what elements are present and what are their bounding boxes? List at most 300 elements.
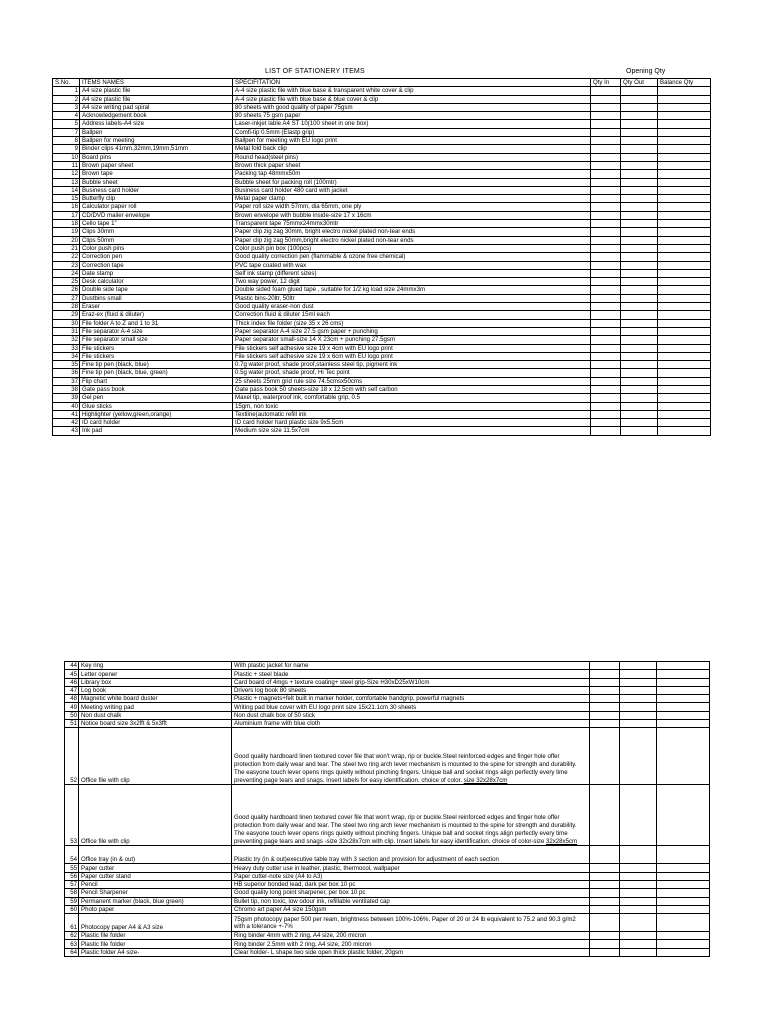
qty-out-cell xyxy=(621,369,658,377)
table-row xyxy=(53,137,711,145)
table-row xyxy=(53,253,711,261)
item-specification: ID card holder hard plastic size 9x5.5cm xyxy=(233,419,591,427)
item-specification: 0.7g water proof, shade proof,stainless steel tip, pigment ink xyxy=(233,361,591,369)
qty-in-cell xyxy=(591,344,621,352)
item-name: File separator small size xyxy=(80,336,233,344)
qty-in-cell xyxy=(591,261,621,269)
item-specification: Good quality correction pen (flammable & ozone free chemical) xyxy=(233,253,591,261)
item-number: 4 xyxy=(53,112,80,120)
table-row xyxy=(65,728,710,785)
table-row xyxy=(53,244,711,252)
table-row xyxy=(65,889,710,897)
qty-out-cell xyxy=(621,294,658,302)
header-row xyxy=(53,79,711,87)
item-specification: Self ink stamp (different sizes) xyxy=(233,269,591,277)
table-row xyxy=(53,311,711,319)
balance-qty-cell xyxy=(657,728,710,785)
qty-in-cell xyxy=(590,728,620,785)
item-name: Correction tape xyxy=(80,261,233,269)
qty-in-cell xyxy=(590,686,620,694)
item-number: 37 xyxy=(53,377,80,385)
item-name: Paper cutter xyxy=(79,864,232,872)
item-specification: HB superior bonded lead, dark per box 10 pc xyxy=(232,880,590,888)
item-number: 28 xyxy=(53,303,80,311)
item-specification: Color push pin box (100pcs) xyxy=(233,244,591,252)
item-name: Plastic folder A4 size- xyxy=(79,948,232,956)
table-row xyxy=(65,880,710,888)
item-specification: 80 sheets with good quality of paper 75gsm xyxy=(233,103,591,111)
stationery-table-page1 xyxy=(52,78,711,436)
balance-qty-cell xyxy=(658,244,711,252)
qty-in-cell xyxy=(591,385,621,393)
item-specification: Medium size size 11.5x7cm xyxy=(233,427,591,435)
table-row xyxy=(53,385,711,393)
qty-out-cell xyxy=(620,846,657,864)
item-specification: With plastic jacket for name xyxy=(232,662,590,670)
qty-out-cell xyxy=(621,427,658,435)
item-number: 64 xyxy=(65,948,79,956)
qty-in-cell xyxy=(591,286,621,294)
item-number: 41 xyxy=(53,410,80,418)
qty-in-cell xyxy=(591,369,621,377)
item-name: File separator A-4 size xyxy=(80,327,233,335)
qty-out-cell xyxy=(621,186,658,194)
table-row xyxy=(53,402,711,410)
item-specification: Transparent tape 75mmx24mmx30mtr xyxy=(233,220,591,228)
table-row xyxy=(65,905,710,913)
item-name: Pencil xyxy=(79,880,232,888)
qty-out-cell xyxy=(620,905,657,913)
qty-out-cell xyxy=(621,112,658,120)
qty-in-cell xyxy=(590,880,620,888)
table-row xyxy=(53,269,711,277)
item-name: Double side tape xyxy=(80,286,233,294)
balance-qty-cell xyxy=(658,294,711,302)
qty-out-cell xyxy=(620,897,657,905)
qty-in-cell xyxy=(590,678,620,686)
table-row xyxy=(53,112,711,120)
table-row xyxy=(53,153,711,161)
item-number: 3 xyxy=(53,103,80,111)
item-number: 56 xyxy=(65,872,79,880)
item-number: 38 xyxy=(53,385,80,393)
item-specification: Double sided foam glued tape , suitable for 1/2 kg load size 24mmx3m xyxy=(233,286,591,294)
qty-out-cell xyxy=(620,703,657,711)
balance-qty-cell xyxy=(657,905,710,913)
item-name: Butterfly clip xyxy=(80,195,233,203)
item-number: 63 xyxy=(65,940,79,948)
item-number: 27 xyxy=(53,294,80,302)
balance-qty-cell xyxy=(657,940,710,948)
item-name: Ballpen for meeting xyxy=(80,137,233,145)
item-specification: Brown envelope with bubble inside-size 17 x 16cm xyxy=(233,211,591,219)
qty-in-cell xyxy=(591,311,621,319)
qty-in-cell xyxy=(590,711,620,719)
qty-in-cell xyxy=(591,95,621,103)
item-specification: Writing pad blue cover with EU logo print size 15x21.1cm 30 sheets xyxy=(232,703,590,711)
balance-qty-cell xyxy=(658,120,711,128)
qty-in-cell xyxy=(591,186,621,194)
item-name: ID card holder xyxy=(80,419,233,427)
item-number: 30 xyxy=(53,319,80,327)
item-specification: Paper cutter-note size (A4 to A3) xyxy=(232,872,590,880)
item-name: Desk calculator xyxy=(80,278,233,286)
balance-qty-cell xyxy=(658,170,711,178)
item-number: 16 xyxy=(53,203,80,211)
table-row xyxy=(65,948,710,956)
qty-out-cell xyxy=(621,211,658,219)
item-name: Office tray (in & out) xyxy=(79,846,232,864)
item-name: Gate pass book xyxy=(80,385,233,393)
table-row xyxy=(53,178,711,186)
table-row xyxy=(53,294,711,302)
qty-in-cell xyxy=(591,327,621,335)
balance-qty-cell xyxy=(658,385,711,393)
qty-out-cell xyxy=(621,286,658,294)
table-row xyxy=(53,419,711,427)
item-specification: Paper separator A-4 size 27.5 gsm paper + punching xyxy=(233,327,591,335)
balance-qty-cell xyxy=(658,228,711,236)
item-name: Photo paper xyxy=(79,905,232,913)
qty-in-cell xyxy=(591,278,621,286)
item-name: Fine tip pen (black, blue) xyxy=(80,361,233,369)
qty-out-cell xyxy=(621,87,658,95)
qty-in-cell xyxy=(591,128,621,136)
qty-in-cell xyxy=(591,336,621,344)
qty-out-cell xyxy=(620,678,657,686)
balance-qty-cell xyxy=(657,670,710,678)
balance-qty-cell xyxy=(657,872,710,880)
qty-out-cell xyxy=(621,419,658,427)
item-specification: Laser-inkjet lable A4 ST 10(100 sheet in one box) xyxy=(233,120,591,128)
item-specification: Paper clip zig zag 30mm, bright electro nickel plated non-tear ends xyxy=(233,228,591,236)
balance-qty-cell xyxy=(658,128,711,136)
qty-in-cell xyxy=(591,294,621,302)
item-number: 61 xyxy=(65,914,79,932)
qty-in-cell xyxy=(591,361,621,369)
table-row xyxy=(53,236,711,244)
qty-in-cell xyxy=(591,303,621,311)
item-specification: Ring binder 2.5mm with 2 ring, A4 size, 200 micron xyxy=(232,940,590,948)
qty-in-cell xyxy=(591,103,621,111)
item-name: Cello tape 1" xyxy=(80,220,233,228)
item-specification: Card board of 4mgs + texture coating+ steel grip-Size H30xD25xW10cm xyxy=(232,678,590,686)
qty-out-cell xyxy=(620,720,657,728)
qty-out-cell xyxy=(621,410,658,418)
item-number: 15 xyxy=(53,195,80,203)
qty-out-cell xyxy=(621,394,658,402)
item-number: 19 xyxy=(53,228,80,236)
item-specification: Textline(automatic refill ink xyxy=(233,410,591,418)
item-number: 14 xyxy=(53,186,80,194)
qty-in-cell xyxy=(591,319,621,327)
item-size-note: size 32x28x7cm xyxy=(463,776,508,784)
table-row xyxy=(53,303,711,311)
item-number: 17 xyxy=(53,211,80,219)
qty-out-cell xyxy=(621,153,658,161)
item-specification: File stickers self adhesive size 19 x 6cm with EU logo print xyxy=(233,352,591,360)
qty-in-cell xyxy=(591,137,621,145)
balance-qty-cell xyxy=(658,161,711,169)
item-specification: Maxel tip, waterproof ink, comfortable grip, 0.5 xyxy=(233,394,591,402)
item-name: Flip chart xyxy=(80,377,233,385)
table-row xyxy=(53,195,711,203)
item-number: 57 xyxy=(65,880,79,888)
qty-out-cell xyxy=(620,670,657,678)
qty-out-cell xyxy=(621,103,658,111)
table-row xyxy=(65,678,710,686)
balance-qty-cell xyxy=(657,720,710,728)
item-number: 7 xyxy=(53,128,80,136)
item-specification: PVC tape coated with wax xyxy=(233,261,591,269)
qty-out-cell xyxy=(620,662,657,670)
header-item-name: ITEMS NAMES xyxy=(80,79,233,87)
qty-out-cell xyxy=(621,269,658,277)
item-specification: Drivers log book 80 sheets xyxy=(232,686,590,694)
balance-qty-cell xyxy=(657,695,710,703)
item-name: Non dust chalk xyxy=(79,711,232,719)
table-row xyxy=(53,261,711,269)
table-row xyxy=(65,872,710,880)
qty-out-cell xyxy=(621,344,658,352)
balance-qty-cell xyxy=(658,203,711,211)
qty-out-cell xyxy=(621,220,658,228)
qty-in-cell xyxy=(590,864,620,872)
balance-qty-cell xyxy=(658,153,711,161)
qty-in-cell xyxy=(591,112,621,120)
item-name: Notice board size 3x2fft & 5x3fft xyxy=(79,720,232,728)
item-number: 54 xyxy=(65,846,79,864)
balance-qty-cell xyxy=(658,344,711,352)
table-row xyxy=(65,914,710,932)
item-specification: 15gm, non toxic xyxy=(233,402,591,410)
header-specification: SPECIFITATION xyxy=(233,79,591,87)
balance-qty-cell xyxy=(658,269,711,277)
item-name: Highlighter (yellow,green,orange) xyxy=(80,410,233,418)
item-name: A4 size writing pad spiral xyxy=(80,103,233,111)
table-row xyxy=(53,220,711,228)
item-name: Board pins xyxy=(80,153,233,161)
item-number: 9 xyxy=(53,145,80,153)
item-name: Brown tape xyxy=(80,170,233,178)
stationery-table-page2 xyxy=(64,661,710,957)
qty-in-cell xyxy=(591,178,621,186)
table-row xyxy=(65,686,710,694)
item-specification: Paper roll size width 57mm, dia 65mm, one ply xyxy=(233,203,591,211)
item-name: File stickers xyxy=(80,352,233,360)
item-name: Office file with clip xyxy=(79,728,232,785)
qty-in-cell xyxy=(591,427,621,435)
qty-out-cell xyxy=(621,128,658,136)
balance-qty-cell xyxy=(658,286,711,294)
item-number: 12 xyxy=(53,170,80,178)
table-row xyxy=(65,720,710,728)
qty-out-cell xyxy=(621,402,658,410)
balance-qty-cell xyxy=(657,897,710,905)
item-number: 10 xyxy=(53,153,80,161)
table-row xyxy=(53,369,711,377)
item-specification: Thick index file folder (size 35 x 26 cms) xyxy=(233,319,591,327)
item-name: Photocopy paper A4 & A3 size xyxy=(79,914,232,932)
table-row xyxy=(53,95,711,103)
balance-qty-cell xyxy=(658,377,711,385)
balance-qty-cell xyxy=(658,95,711,103)
balance-qty-cell xyxy=(658,402,711,410)
balance-qty-cell xyxy=(657,914,710,932)
balance-qty-cell xyxy=(658,220,711,228)
item-number: 25 xyxy=(53,278,80,286)
item-number: 22 xyxy=(53,253,80,261)
qty-out-cell xyxy=(620,932,657,940)
item-specification: Good quality hardboard linen textured cover file that won't wrap, rip or buckle.Steel reinforced edges and finger hole offer protection from daily wear and tear. The steel two ring arch lever mechanism is mounted to the spine for strength and durability. The easyone touch lever opens rings quietly without pinching fingers. Unique ball and socket rings align perfectly every time preventing page tears and snags -size 32x28x7cm with clip. Insert labels for easy identification. choice of color-size 32x28x5cm xyxy=(232,785,590,846)
item-name: Color push pins xyxy=(80,244,233,252)
item-specification: Non dust chalk box of 50 stick xyxy=(232,711,590,719)
qty-in-cell xyxy=(591,228,621,236)
item-name: Fine tip pen (black, blue, green) xyxy=(80,369,233,377)
page-title: LIST OF STATIONERY ITEMS xyxy=(265,68,365,75)
table-row xyxy=(53,327,711,335)
qty-in-cell xyxy=(590,940,620,948)
item-number: 13 xyxy=(53,178,80,186)
item-specification: Bubble sheet for packing roll (100mtr) xyxy=(233,178,591,186)
qty-out-cell xyxy=(620,686,657,694)
balance-qty-cell xyxy=(658,410,711,418)
header-balance-qty: Balance Qty xyxy=(658,79,711,87)
item-specification: Heavy duty cutter use in leather, plastic, thermocol, wallpaper xyxy=(232,864,590,872)
table-row xyxy=(65,711,710,719)
item-specification: Brown thick paper sheet xyxy=(233,161,591,169)
qty-out-cell xyxy=(621,261,658,269)
item-number: 42 xyxy=(53,419,80,427)
item-specification: Metal paper clamp xyxy=(233,195,591,203)
qty-in-cell xyxy=(591,161,621,169)
qty-in-cell xyxy=(590,889,620,897)
qty-out-cell xyxy=(621,137,658,145)
table-row xyxy=(53,120,711,128)
balance-qty-cell xyxy=(657,703,710,711)
qty-in-cell xyxy=(591,170,621,178)
item-specification: Two way power, 12 digit xyxy=(233,278,591,286)
item-specification: Paper separator small-size 14 X 23cm + punching 27.5gsm xyxy=(233,336,591,344)
qty-in-cell xyxy=(591,120,621,128)
table-row xyxy=(53,427,711,435)
item-number: 53 xyxy=(65,785,79,846)
qty-in-cell xyxy=(591,269,621,277)
qty-out-cell xyxy=(621,170,658,178)
item-name: File stickers xyxy=(80,344,233,352)
qty-in-cell xyxy=(590,948,620,956)
item-number: 11 xyxy=(53,161,80,169)
qty-out-cell xyxy=(620,711,657,719)
balance-qty-cell xyxy=(658,311,711,319)
qty-in-cell xyxy=(591,410,621,418)
item-name: Eraser xyxy=(80,303,233,311)
qty-out-cell xyxy=(620,889,657,897)
item-number: 29 xyxy=(53,311,80,319)
item-specification: 25 sheets 25mm grid rule size 74.5cmsx50cms xyxy=(233,377,591,385)
table-row xyxy=(65,864,710,872)
qty-in-cell xyxy=(590,670,620,678)
qty-in-cell xyxy=(590,703,620,711)
balance-qty-cell xyxy=(658,327,711,335)
item-number: 24 xyxy=(53,269,80,277)
item-number: 1 xyxy=(53,87,80,95)
qty-out-cell xyxy=(621,377,658,385)
balance-qty-cell xyxy=(658,253,711,261)
qty-in-cell xyxy=(591,203,621,211)
item-specification: Round head(steel pins) xyxy=(233,153,591,161)
item-name: Dustbins small xyxy=(80,294,233,302)
item-specification: Packing tap 48mmx50m xyxy=(233,170,591,178)
item-name: Letter opener xyxy=(79,670,232,678)
item-name: Pencil Sharpener xyxy=(79,889,232,897)
item-specification: Business card holder 480 card with jacket xyxy=(233,186,591,194)
balance-qty-cell xyxy=(657,846,710,864)
qty-out-cell xyxy=(620,880,657,888)
qty-in-cell xyxy=(590,872,620,880)
item-name: Binder clips 41mm,32mm,19mm,51mm xyxy=(80,145,233,153)
item-specification: 80 sheets 75 gsm paper xyxy=(233,112,591,120)
balance-qty-cell xyxy=(657,686,710,694)
table-row xyxy=(53,286,711,294)
table-row xyxy=(65,703,710,711)
qty-in-cell xyxy=(591,244,621,252)
item-number: 26 xyxy=(53,286,80,294)
qty-out-cell xyxy=(620,914,657,932)
qty-out-cell xyxy=(620,785,657,846)
item-name: Business card holder xyxy=(80,186,233,194)
item-name: File folder A to Z and 1 to 31 xyxy=(80,319,233,327)
item-number: 18 xyxy=(53,220,80,228)
item-specification: Clear holder- L shape two side open thick plastic folder, 20gsm xyxy=(232,948,590,956)
qty-in-cell xyxy=(591,394,621,402)
table-row xyxy=(53,319,711,327)
item-number: 33 xyxy=(53,344,80,352)
item-name: Key ring xyxy=(79,662,232,670)
balance-qty-cell xyxy=(657,785,710,846)
qty-out-cell xyxy=(621,278,658,286)
qty-in-cell xyxy=(591,195,621,203)
item-name: A4 size plastic file xyxy=(80,95,233,103)
item-size-note: 32x28x5cm xyxy=(545,837,578,845)
balance-qty-cell xyxy=(657,932,710,940)
item-name: Clips 50mm xyxy=(80,236,233,244)
qty-out-cell xyxy=(621,385,658,393)
item-specification: Bullet tip, non toxic, low odour ink, refillable ventilated cap xyxy=(232,897,590,905)
qty-out-cell xyxy=(621,336,658,344)
item-specification: A-4 size plastic file with blue base & blue cover & clip xyxy=(233,95,591,103)
item-specification: Good quality hardboard linen textured cover file that won't wrap, rip or buckle.Steel reinforced edges and finger hole offer protection from daily wear and tear. The steel two ring arch lever mechanism is mounted to the spine for strength and durability. The easyone touch lever opens rings quietly without pinching fingers. Unique ball and socket rings align perfectly every time preventing page tears and snags. Insert labels for easy identification. choice of color. size 32x28x7cm xyxy=(232,728,590,785)
item-name: Permanent marker (black, blue green) xyxy=(79,897,232,905)
item-specification: Metal fold back clip xyxy=(233,145,591,153)
table-row xyxy=(53,410,711,418)
qty-out-cell xyxy=(621,361,658,369)
balance-qty-cell xyxy=(657,864,710,872)
balance-qty-cell xyxy=(658,303,711,311)
table-row xyxy=(53,145,711,153)
item-number: 32 xyxy=(53,336,80,344)
item-name: Eraz-ex (fluid & diluter) xyxy=(80,311,233,319)
table-row xyxy=(53,394,711,402)
balance-qty-cell xyxy=(658,361,711,369)
balance-qty-cell xyxy=(658,419,711,427)
table-row xyxy=(65,897,710,905)
item-number: 39 xyxy=(53,394,80,402)
qty-in-cell xyxy=(591,220,621,228)
qty-in-cell xyxy=(591,253,621,261)
qty-in-cell xyxy=(590,720,620,728)
item-number: 59 xyxy=(65,897,79,905)
